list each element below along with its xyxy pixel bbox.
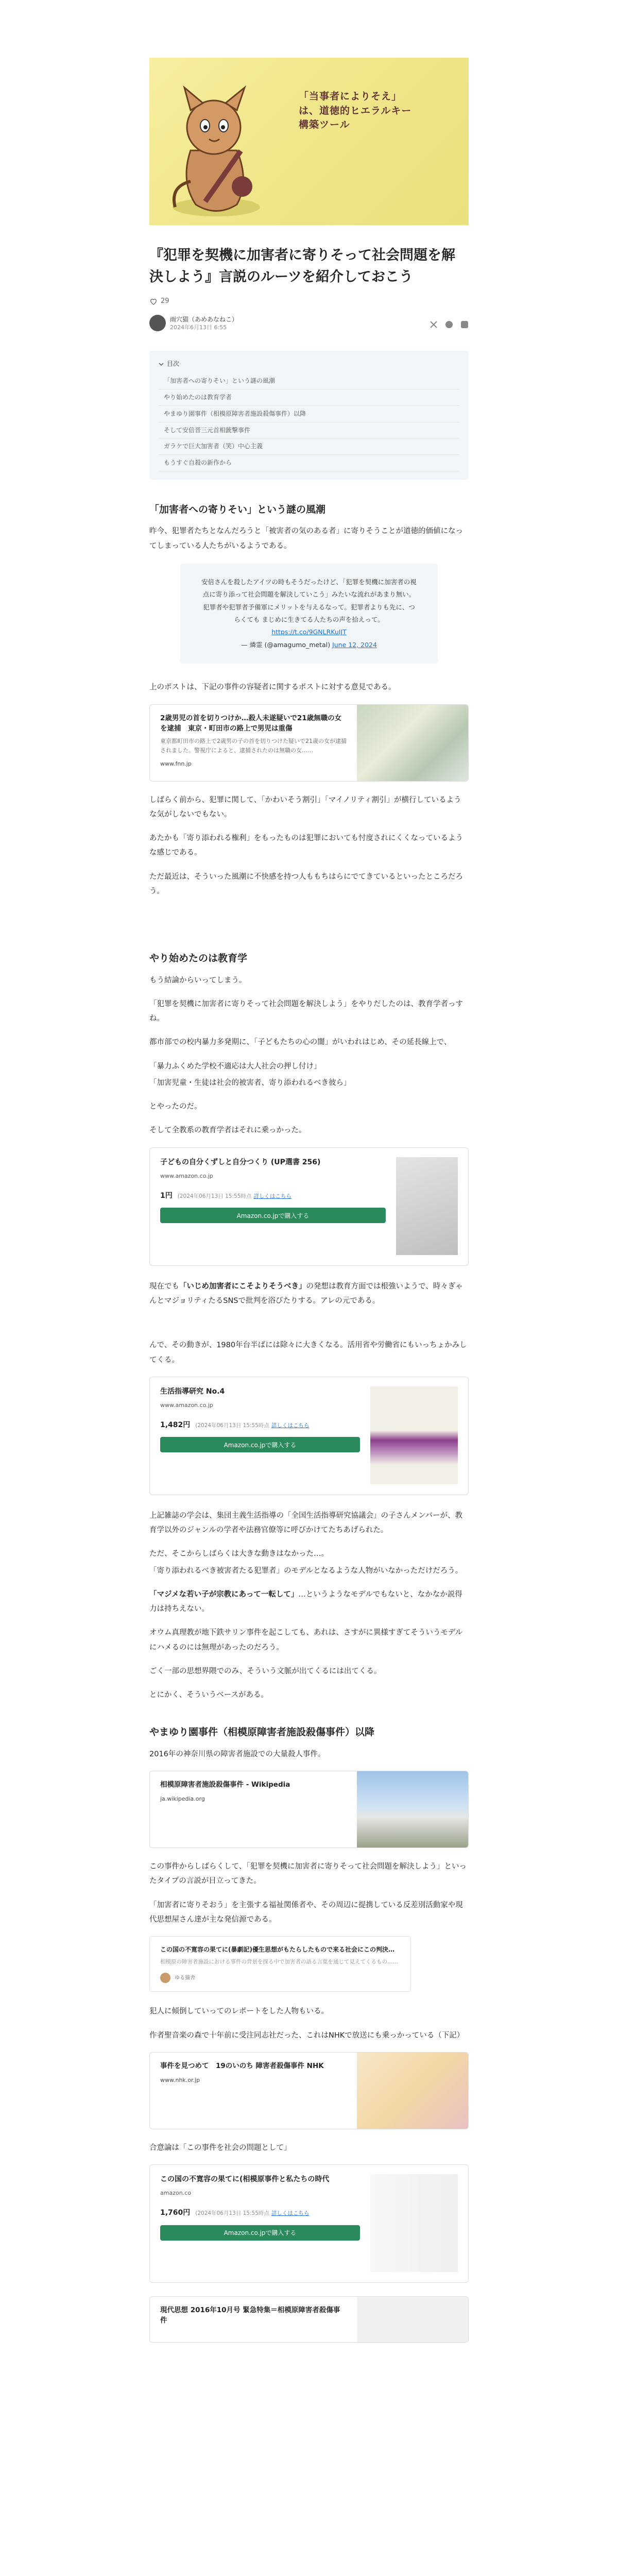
- product-domain: www.amazon.co.jp: [160, 1401, 213, 1409]
- embedded-post: [180, 564, 438, 664]
- toc-item[interactable]: もうすぐ自殺の新作から: [159, 455, 459, 471]
- product-price: 1円: [160, 1191, 173, 1200]
- heart-icon[interactable]: [149, 297, 158, 306]
- paragraph: ごく一部の思想界隈でのみ、そういう文脈が出てくるには出てくる。: [149, 1667, 382, 1675]
- paragraph: 犯人に傾倒していってのレポートをした人物もいる。: [149, 2007, 329, 2016]
- paragraph: 上記雑誌の学会は、集団主義生活指導の「全国生活指導研究協議会」の子さんメンバーが、教育学以外のジャンルの学者や法務官僚等に呼びかけてたちあげられた。: [149, 1511, 462, 1535]
- link-card-title: 事件を見つめて 19のいのち 障害者殺傷事件 NHK: [160, 2061, 324, 2070]
- post-link[interactable]: https://t.co/9GNLRKuIJT: [271, 628, 347, 636]
- product-title[interactable]: 生活指導研究 No.4: [160, 1387, 225, 1396]
- paragraph: [149, 1547, 469, 1561]
- toc-item[interactable]: そして安倍晋三元首相銃撃事件: [159, 422, 459, 439]
- post-author: — 燐霊 (@amagumo_metal): [241, 640, 331, 649]
- paragraph: [149, 1059, 469, 1074]
- book-cover-image: [396, 1157, 458, 1255]
- paragraph: んで、その動きが、1980年台半ばには除々に大きくなる。活用省や労働省にもいっちょかみしてくる。: [149, 1341, 467, 1364]
- link-card-title: 現代思想 2016年10月号 緊急特集＝相模原障害者殺傷事件: [160, 2306, 340, 2325]
- section-heading: やまゆり園事件（相模原障害者施設殺傷事件）以降: [149, 1726, 375, 1738]
- details-link[interactable]: 詳しくはこちら: [271, 2210, 310, 2216]
- price-timestamp: (2024年06月13日 15:55時点: [177, 1193, 252, 1199]
- x-share-icon[interactable]: [430, 319, 438, 327]
- text-run: 現在でも: [149, 1282, 179, 1291]
- amazon-product-card: [149, 1377, 469, 1495]
- like-count: 29: [161, 297, 169, 305]
- emphasis: 「いじめ加害者にこそよりそうべき」: [179, 1282, 306, 1291]
- article-page: [149, 0, 469, 2343]
- list-icon: [159, 362, 164, 367]
- product-price-row: [160, 1418, 360, 1432]
- paragraph: 作者聖音楽の森で十年前に受注同志社だった、これはNHKで放送にも乗っかっている（下記）: [149, 2031, 465, 2040]
- paragraph: とやったのだ。: [149, 1103, 202, 1111]
- post-text: 安倍さんを殺したアイツの時もそうだったけど、「犯罪を契機に加害者の視点に寄り添って社会問題を解決していこう」みたいな流れがあまり無い。犯罪者や犯罪者予備軍にメリットを与えるなって。犯罪者よりも先に、つらくても まじめに生きてる人たちの声を拾えって。: [201, 578, 417, 624]
- product-price: 1,760円: [160, 2208, 191, 2217]
- text-run: …というようなモデルでもないと、なかなか説得力は持ちえない。: [149, 1590, 462, 1614]
- book-cover-image: [370, 1386, 458, 1484]
- paragraph: [149, 1279, 469, 1309]
- link-card-title: 相模原障害者施設殺傷事件 - Wikipedia: [160, 1781, 290, 1789]
- link-card[interactable]: [149, 704, 469, 782]
- product-domain: www.amazon.co.jp: [160, 1172, 213, 1179]
- product-domain: amazon.co: [160, 2190, 191, 2197]
- link-card-thumbnail: [357, 2297, 468, 2342]
- paragraph: 都市部での校内暴力多発期に、「子どもたちの心の闇」がいわれはじめ、その延長線上で、: [149, 1038, 452, 1047]
- link-card[interactable]: [149, 2296, 469, 2343]
- cat-creature-illustration: [160, 78, 283, 223]
- avatar: [160, 1973, 170, 1983]
- paragraph: 上のポストは、下記の事件の容疑者に関するポストに対する意見である。: [149, 683, 396, 692]
- toc-item[interactable]: ガラケで巨大加害者（笑）中心主義: [159, 438, 459, 455]
- product-title[interactable]: 子どもの自分くずしと自分つくり (UP選書 256): [160, 1158, 321, 1166]
- paragraph: ただ最近は、そういった風潮に不快感を持つ人ももちはらにでてきているといったところだろう。: [149, 872, 463, 895]
- quoted-article-card[interactable]: [149, 1936, 411, 1992]
- paragraph: 昨今、犯罪者たちとなんだろうと「被害者の気のある者」に寄りそうことが道徳的価値になってしまっている人たちがいるようである。: [149, 527, 463, 550]
- paragraph: 「加害者に寄りそおう」を主張する福祉関係者や、その周辺に提携している反差別活動家や現代思想屋さん達が主な発信源である。: [149, 1901, 463, 1924]
- hero-image: [149, 58, 469, 225]
- quoted-excerpt: 相模原の障害者施設における事件の背景を探る中で加害者の語る言葉を通じて見えてくるもの……: [160, 1959, 398, 1965]
- buy-on-amazon-button[interactable]: Amazon.co.jpで購入する: [160, 1208, 386, 1223]
- link-card-title: 2歳男児の首を切りつけか…殺人未遂疑いで21歳無職の女を逮捕 東京・町田市の路上で男児は重傷: [160, 714, 342, 733]
- share-buttons: [430, 319, 469, 327]
- text-run: ただ、そこからしばらくは大きな動きはなかった…。: [149, 1550, 329, 1558]
- link-card-description: 東京都町田市の路上で2歳男の子の首を切りつけた疑いで21歳の女が逮捕されました。警視庁によると、逮捕されたのは無職の女……: [160, 738, 347, 754]
- link-card-thumbnail: [357, 2053, 468, 2129]
- avatar[interactable]: [149, 315, 166, 331]
- article-title: 『犯罪を契機に加害者に寄りそって社会問題を解決しよう』言説のルーツを紹介しておこう: [149, 247, 455, 285]
- quoted-title: この国の不寛容の果てに(暴劇記)優生思想がもたらしたもので来る社会にこの判決…: [160, 1946, 394, 1954]
- product-price-row: [160, 1189, 386, 1203]
- toc-heading: 目次: [167, 360, 180, 368]
- paragraph: そして全教系の教育学者はそれに乗っかった。: [149, 1126, 306, 1135]
- paragraph: 合意論は「この事件を社会の問題として」: [149, 2143, 291, 2152]
- paragraph: この事件からしばらくして、「犯罪を契機に加害者に寄りそって社会問題を解決しよう」といったタイプの言説が目立ってきた。: [149, 1862, 467, 1886]
- link-card-thumbnail: [357, 1771, 468, 1848]
- link-card-domain: www.fnn.jp: [160, 760, 192, 768]
- product-price: 1,482円: [160, 1420, 191, 1429]
- product-price-row: [160, 2206, 360, 2220]
- link-card[interactable]: [149, 1771, 469, 1848]
- buy-on-amazon-button[interactable]: Amazon.co.jpで購入する: [160, 1437, 360, 1452]
- paragraph: もう結論からいってしまう。: [149, 976, 247, 985]
- link-card[interactable]: [149, 2052, 469, 2129]
- quote-line: 「暴力ふくめた学校不適応は大人社会の押し付け」: [149, 1062, 321, 1071]
- like-area[interactable]: [149, 295, 469, 308]
- paragraph: 2016年の神奈川県の障害者施設での大量殺人事件。: [149, 1750, 325, 1758]
- emphasis: 「マジメな若い子が宗教にあって一転して」: [149, 1590, 299, 1599]
- product-title[interactable]: この国の不寛容の果てに(相模原事件と私たちの時代: [160, 2175, 330, 2184]
- facebook-share-icon[interactable]: [445, 319, 453, 327]
- hero-caption: [299, 90, 411, 132]
- paragraph: 「犯罪を契機に加害者に寄りそって社会問題を解決しよう」をやりだしたのは、教育学者っすね。: [149, 999, 463, 1023]
- hero-line-3: 構築ツール: [299, 119, 350, 131]
- link-card-domain: ja.wikipedia.org: [160, 1795, 205, 1803]
- toc-header[interactable]: [159, 358, 459, 370]
- section-heading: 「加害者への寄りそい」という謎の風潮: [149, 503, 326, 515]
- toc-item[interactable]: やり始めたのは教育学者: [159, 389, 459, 406]
- post-date: 2024年6月13日 6:55: [170, 324, 227, 331]
- paragraph: しばらく前から、犯罪に関して、「かわいそう割引」「マイノリティ割引」が横行しているような気がしないでもない。: [149, 795, 461, 819]
- details-link[interactable]: 詳しくはこちら: [253, 1193, 291, 1199]
- amazon-product-card: [149, 2164, 469, 2283]
- hero-line-1: 「当事者によりそえ」: [299, 91, 402, 102]
- author-row: [149, 315, 469, 331]
- buy-on-amazon-button[interactable]: Amazon.co.jpで購入する: [160, 2225, 360, 2241]
- hero-line-2: は、道徳的ヒエラルキー: [299, 105, 412, 116]
- paragraph: とにかく、そういうベースがある。: [149, 1691, 268, 1700]
- price-timestamp: (2024年06月13日 15:55時点: [195, 1422, 269, 1429]
- quoted-author: ゆる猫舎: [175, 1975, 195, 1981]
- link-card-thumbnail: [357, 705, 468, 781]
- book-cover-image: [370, 2174, 458, 2272]
- author-name[interactable]: 雨穴猫（あめあなねこ）: [170, 315, 238, 323]
- section-heading: やり始めたのは教育学: [149, 953, 248, 964]
- paragraph: [149, 1076, 469, 1090]
- text-run: の発想は教育方面では根強いようで、時々ぎゃんとマジョリティたるSNSで批判を浴びたりする。アレの元である。: [149, 1282, 463, 1305]
- details-link[interactable]: 詳しくはこちら: [271, 1422, 310, 1429]
- hatena-share-icon[interactable]: [460, 319, 469, 327]
- paragraph: 「寄り添われるべき被害者たる犯罪者」のモデルとなるような人物がいなかっただけだろう。: [149, 1566, 463, 1575]
- quote-line: 「加害児童・生徒は社会的被害者、寄り添われるべき彼ら」: [149, 1078, 351, 1087]
- toc-item[interactable]: やまゆり園事件（相模原障害者施設殺傷事件）以降: [159, 406, 459, 422]
- price-timestamp: (2024年06月13日 15:55時点: [195, 2210, 269, 2216]
- toc-item[interactable]: 「加害者への寄りそい」という謎の風潮: [159, 373, 459, 389]
- paragraph: オウム真理教が地下鉄サリン事件を起こしても、あれは、さすがに異様すぎてそういうモデルにハメるのには無理があったのだろう。: [149, 1629, 463, 1652]
- link-card-domain: www.nhk.or.jp: [160, 2077, 200, 2084]
- paragraph: あたかも「寄り添われる権利」をもったものは犯罪においても忖度されにくくなっているような感じである。: [149, 834, 463, 857]
- amazon-product-card: [149, 1147, 469, 1266]
- table-of-contents: [149, 351, 469, 480]
- quoted-meta: [160, 1973, 400, 1983]
- paragraph: [149, 1587, 469, 1617]
- post-date-link[interactable]: June 12, 2024: [332, 640, 377, 649]
